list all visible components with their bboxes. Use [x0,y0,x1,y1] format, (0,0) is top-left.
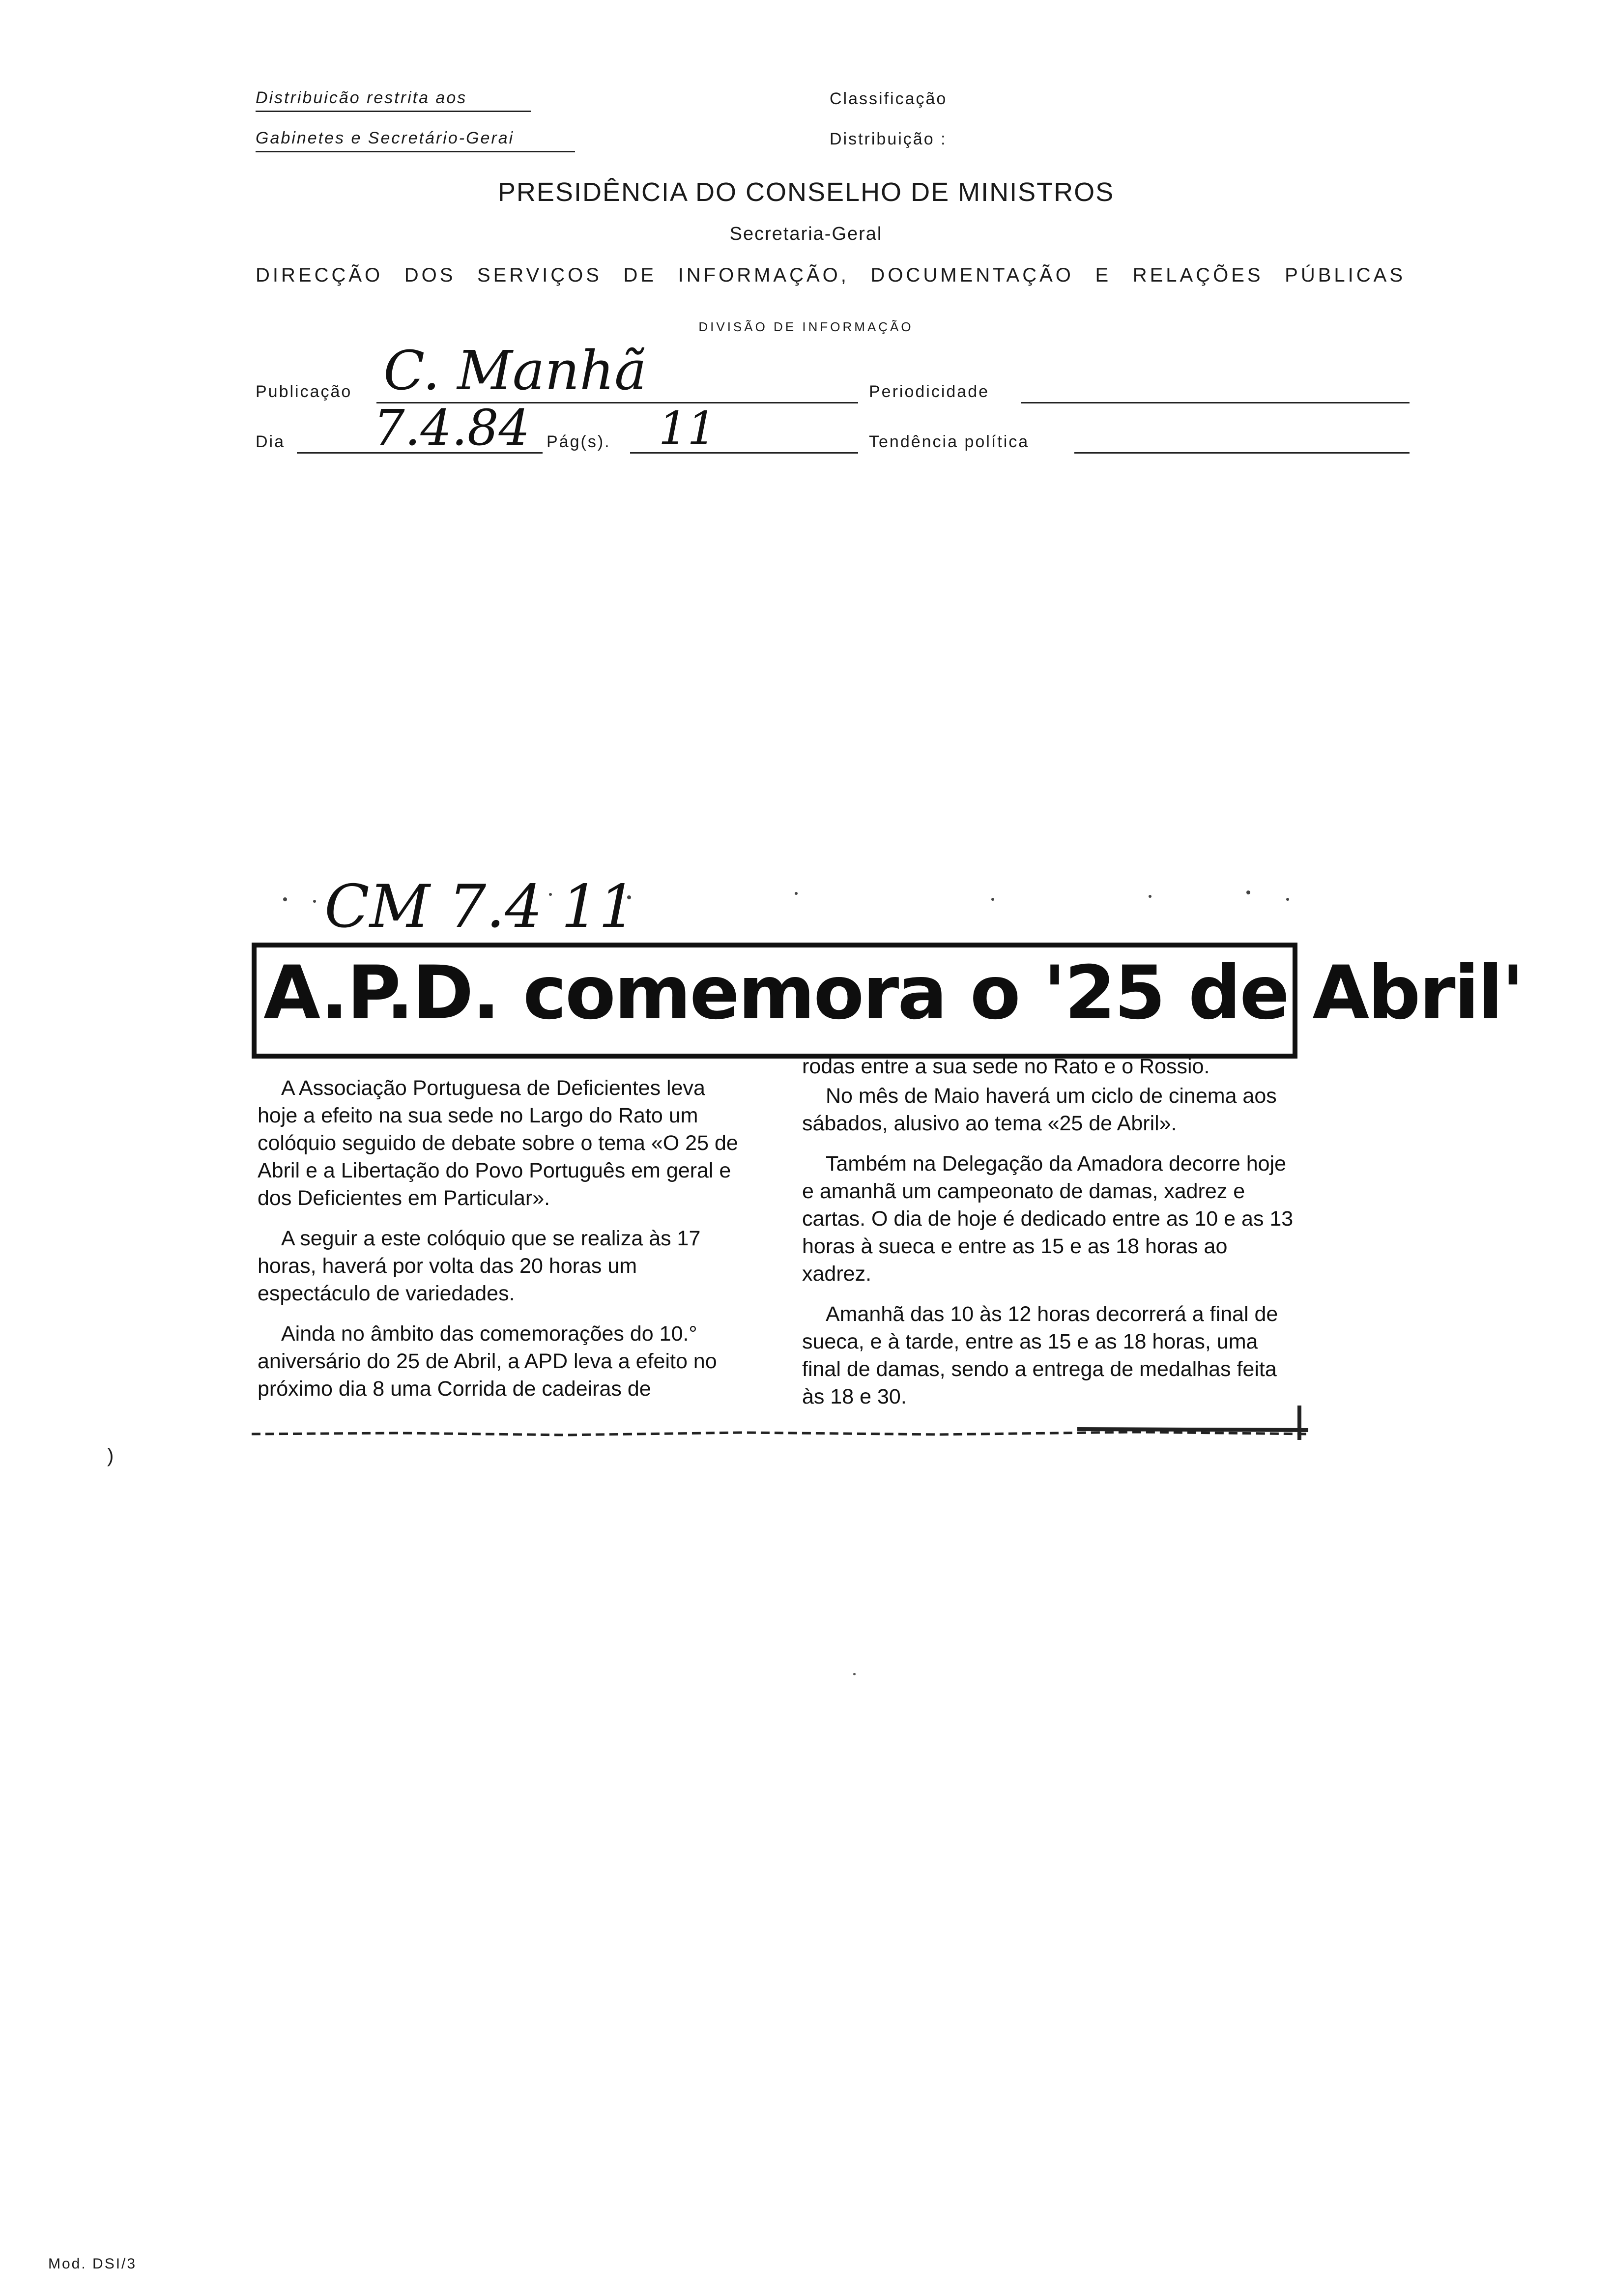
distribution-restriction-line2: Gabinetes e Secretário-Gerai [256,129,575,152]
political-tendency-label: Tendência política [869,432,1030,451]
article-paragraph: A seguir a este colóquio que se realiza às 17 horas, haverá por volta das 20 horas um espectáculo de variedades. [258,1227,701,1305]
article-left-column [258,1074,744,1415]
distribution-label: Distribuição : [830,130,947,148]
article-paragraph: Também na Delegação da Amadora decorre hoje e amanhã um campeonato de damas, xadrez e cartas. O dia de hoje é dedicado entre as 10 e as 13 horas à sueca e entre as 15 e as 18 horas ao xadrez. [802,1152,1294,1286]
article-paragraph: Amanhã das 10 às 12 horas decorrerá a final de sueca, e à tarde, entre as 15 e as 18 horas, uma final de damas, sendo a entrega de medalhas feita às 18 e 30. [802,1302,1278,1408]
periodicity-underline [1021,402,1410,403]
clipping-right-edge-mark [1297,1406,1301,1440]
article-paragraph: No mês de Maio haverá um ciclo de cinema aos sábados, alusivo ao tema «25 de Abril». [802,1084,1277,1135]
day-label: Dia [256,432,286,451]
directorate-name: DIRECÇÃO DOS SERVIÇOS DE INFORMAÇÃO, DOCUMENTAÇÃO E RELAÇÕES PÚBLICAS [256,264,1406,286]
periodicity-label: Periodicidade [869,382,990,401]
pages-label: Pág(s). [547,432,611,451]
stray-dot [853,1673,856,1675]
clipping-handwritten-reference: CM 7.4 11 [324,873,636,941]
publication-label: Publicação [256,382,352,401]
day-handwritten-value: 7.4.84 [374,399,530,457]
distribution-restriction-line1: Distribuicão restrita aos [256,88,531,112]
form-code: Mod. DSI/3 [48,2256,137,2272]
article-paragraph: A Associação Portuguesa de Deficientes leva hoje a efeito na sua sede no Largo do Rato um colóquio seguido de debate sobre o tema «O 25 de Abril e a Libertação do Povo Português em geral e dos Deficientes em Particular». [258,1076,738,1210]
margin-parenthesis-mark: ) [107,1445,114,1466]
clipping-bottom-edge [252,1425,1313,1445]
article-paragraph: Ainda no âmbito das comemorações do 10.° aniversário do 25 de Abril, a APD leva a efeito no próximo dia 8 uma Corrida de cadeiras de [258,1322,717,1401]
page-title: PRESIDÊNCIA DO CONSELHO DE MINISTROS [497,177,1115,207]
page-subtitle: Secretaria-Geral [729,224,883,244]
division-name: DIVISÃO DE INFORMAÇÃO [698,319,914,334]
article-paragraph: rodas entre a sua sede no Rato e o Rossio. [802,1055,1210,1078]
classification-label: Classificação [830,89,948,108]
article-headline: A.P.D. comemora o '25 de Abril' [263,950,1523,1036]
political-tendency-underline [1074,452,1410,454]
publication-handwritten-value: C. Manhã [383,339,647,402]
pages-handwritten-value: 11 [659,402,717,455]
article-right-column [802,1053,1294,1423]
